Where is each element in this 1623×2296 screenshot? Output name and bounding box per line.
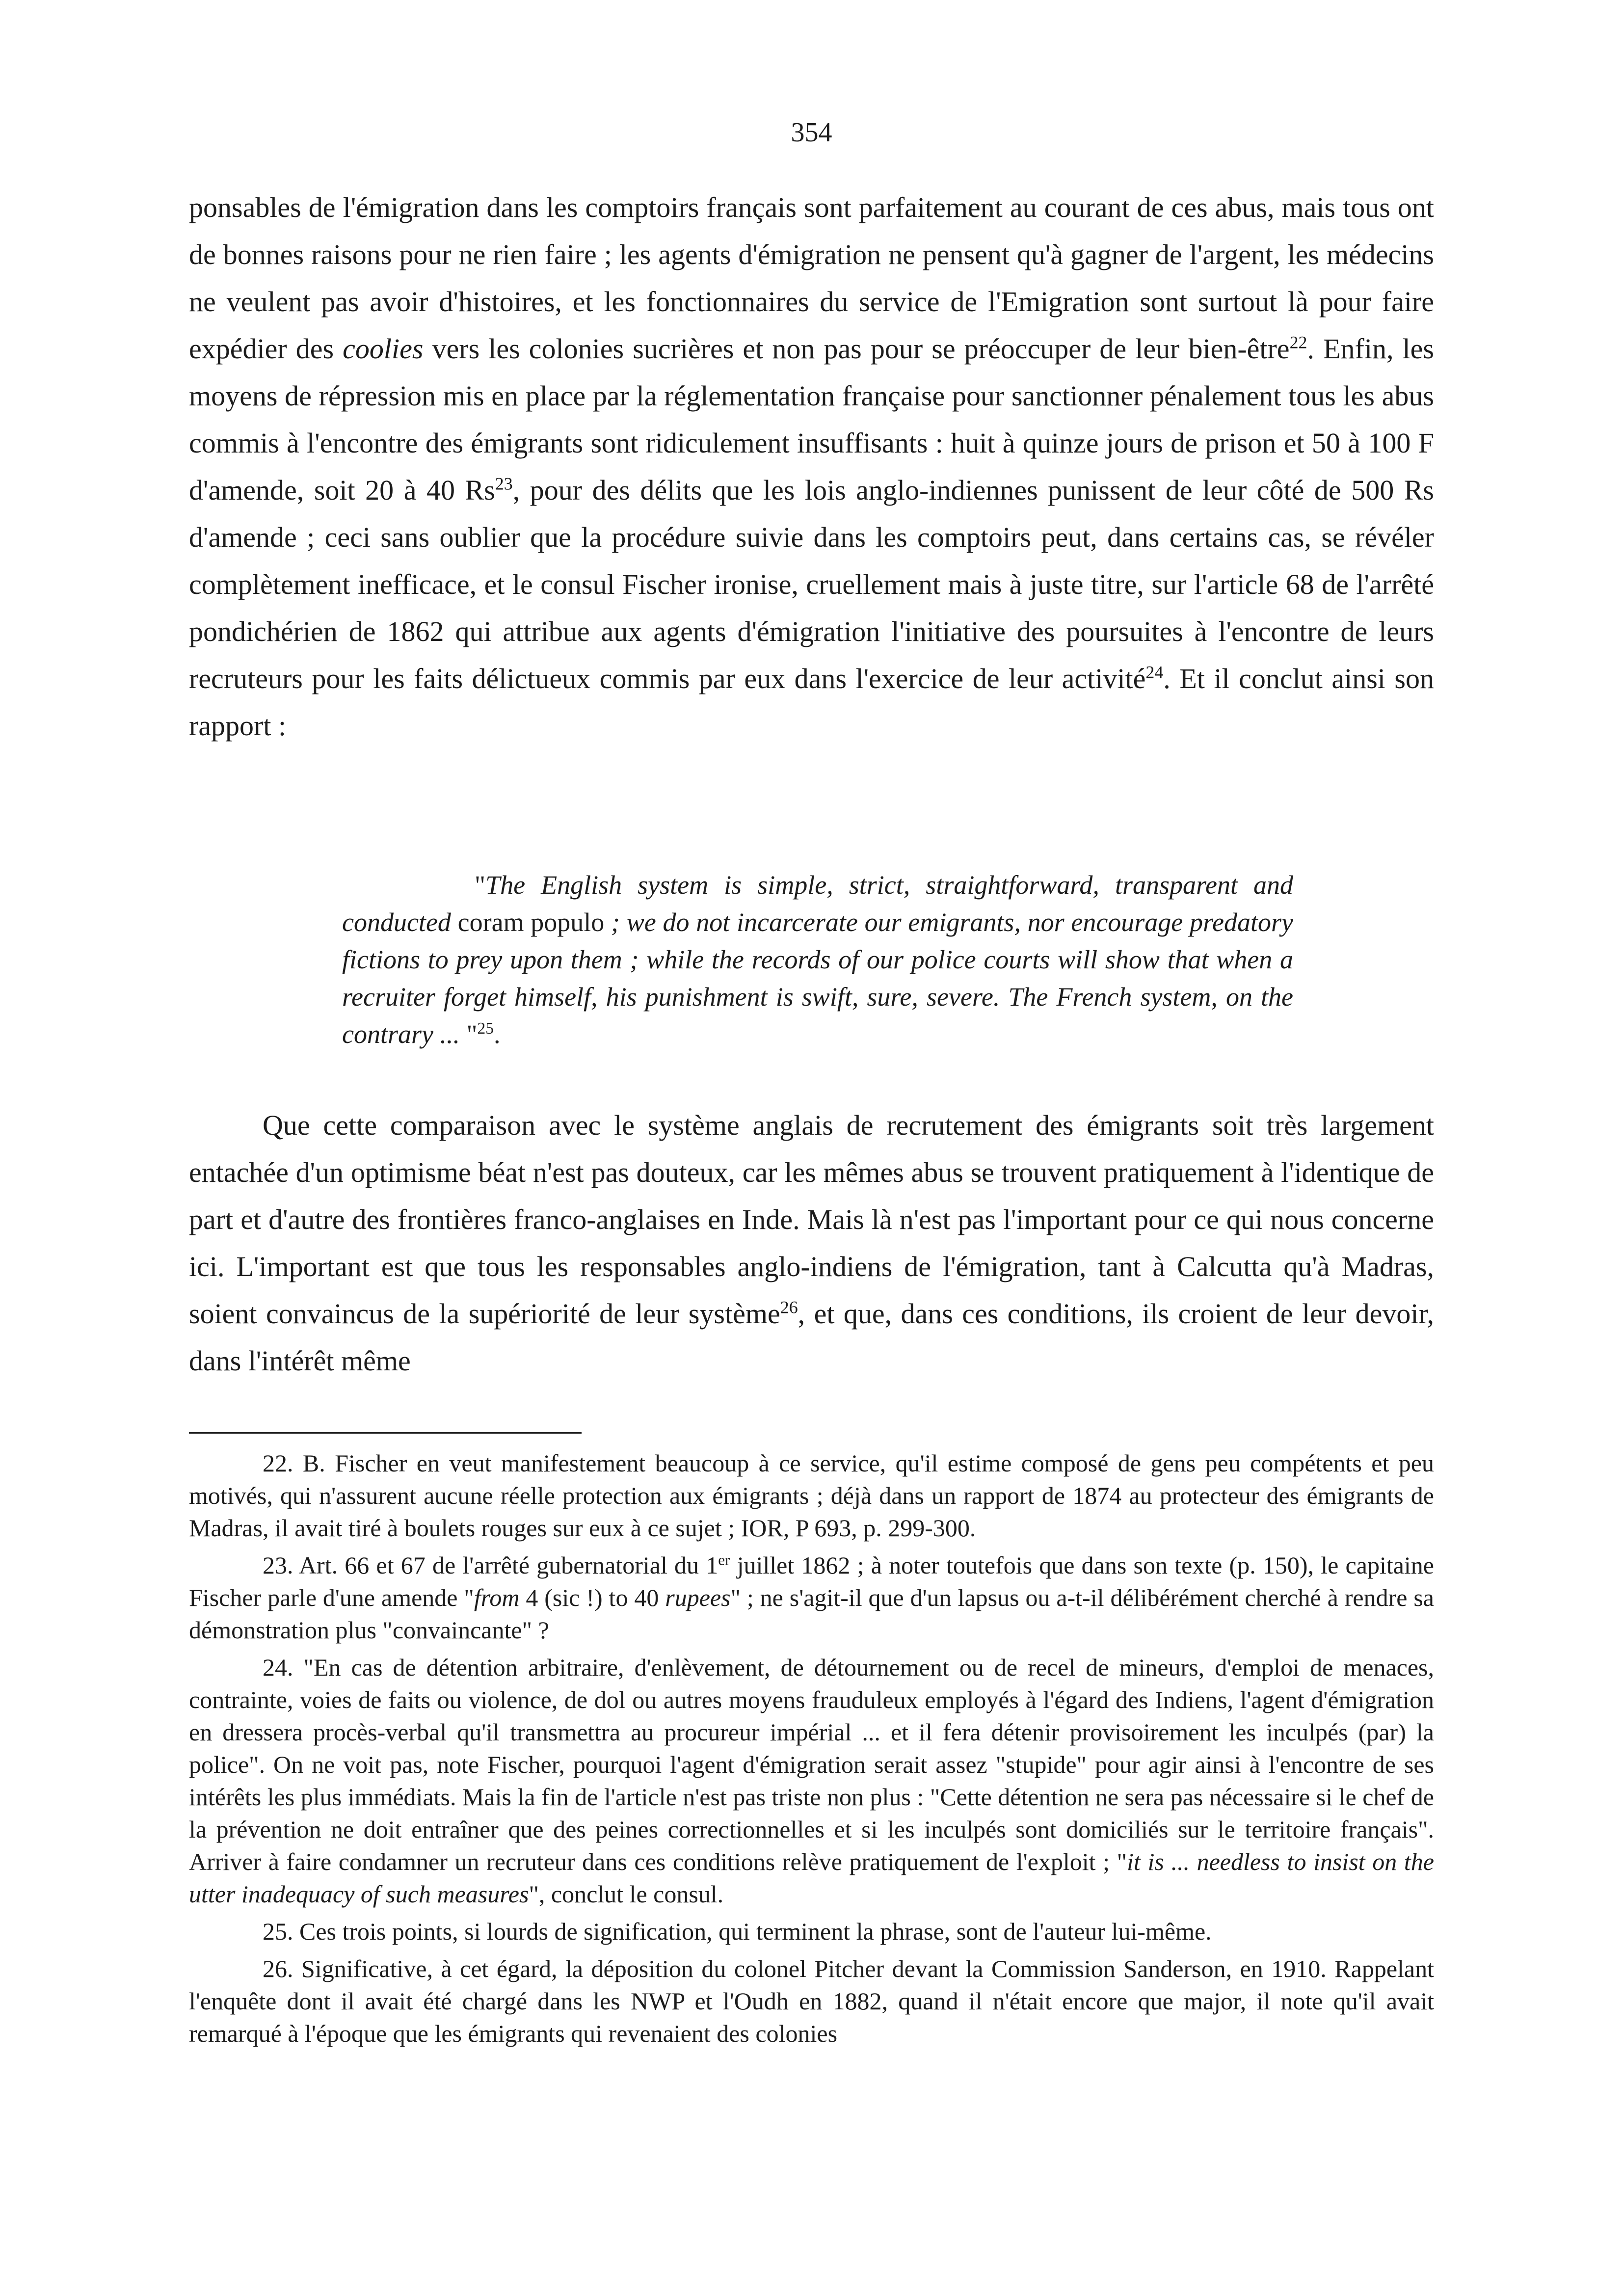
footnote-ref-23[interactable]: 23 [495, 474, 513, 494]
block-quote [342, 866, 1293, 1053]
footnote-separator [189, 1432, 582, 1434]
text-run: juillet 1862 ; à noter toutefois que dans son texte (p. 150), le capitaine Fischer parle d'une amende " [189, 1551, 1435, 1611]
footnote-ref-24[interactable]: 24 [1145, 662, 1164, 682]
text-run: 23. Art. 66 et 67 de l'arrêté gubernatorial du 1 [263, 1551, 718, 1579]
text-run: , et que, dans ces conditions, ils croient de leur devoir, dans l'intérêt même [189, 1298, 1434, 1377]
italic-quote: it is ... needless to insist on the utter inadequacy of such measures [189, 1848, 1434, 1908]
paragraph-text [189, 184, 1434, 749]
italic-term: rupees [665, 1584, 731, 1611]
footnotes [189, 1447, 1434, 2055]
text-run: " ; ne s'agit-il que d'un lapsus ou a-t-il délibérément cherché à rendre sa démonstration plus "convaincante" ? [189, 1584, 1434, 1644]
quote-mark: " [475, 870, 486, 900]
footnote-23 [189, 1549, 1434, 1646]
footnote-ref-22[interactable]: 22 [1289, 332, 1307, 352]
quote-italic: ; we do not incarcerate our emigrants, nor encourage predatory fictions to prey upon them ; while the records of our police courts will show that when a recruiter forget himself, his punishment is swift, sure, severe. The French system, on the contrary ... [342, 908, 1293, 1049]
text-run: , pour des délits que les lois anglo-indiennes punissent de leur côté de 500 Rs d'amende ; ceci sans oublier que la procédure suivie dans les comptoirs peut, dans certains cas, se révéler complètement inefficace, et le consul Fischer ironise, cruellement mais à juste titre, sur l'article 68 de l'arrêté pondichérien de 1862 qui attribue aux agents d'émigration l'initiative des poursuites à l'encontre de leurs recruteurs pour les faits délictueux commis par eux dans l'exercice de leur activité [189, 474, 1434, 694]
text-run: ponsables de l'émigration dans les comptoirs français sont parfaitement au courant de ces abus, mais tous ont de bonnes raisons pour ne rien faire ; les agents d'émigration ne pensent qu'à gagner de l'argent, les médecins ne veulent pas avoir d'histoires, et les fonctionnaires du service de l'Emigration sont surtout là pour faire expédier des [189, 191, 1434, 365]
page-number: 354 [791, 117, 832, 148]
quote-end: . [493, 1019, 501, 1049]
body-paragraph-1 [189, 184, 1434, 749]
superscript: er [718, 1551, 730, 1569]
quote-mark: " [459, 1019, 478, 1049]
text-run: . Enfin, les moyens de répression mis en place par la réglementation française pour sanctionner pénalement tous les abus commis à l'encontre des émigrants sont ridiculement insuffisants : huit à quinze jours de prison et 50 à 100 F d'amende, soit 20 à 40 Rs [189, 333, 1434, 506]
text-run: 4 (sic !) to 40 [519, 1584, 665, 1611]
text-run: vers les colonies sucrières et non pas pour se préoccuper de leur bien-être [423, 333, 1290, 365]
text-run: . Et il conclut ainsi son rapport : [189, 663, 1434, 742]
quote-italic: The English system is simple, strict, straightforward, transparent and conducted [342, 870, 1293, 937]
text-run: ", conclut le consul. [529, 1880, 724, 1908]
italic-term: coolies [343, 333, 424, 365]
footnote-26: 26. Significative, à cet égard, la déposition du colonel Pitcher devant la Commission Sanderson, en 1910. Rappelant l'enquête dont il avait été chargé dans les NWP et l'Oudh en 1882, quand il n'était encore que major, il note qu'il avait remarqué à l'époque que les émigrants qui revenaient des colonies [189, 1955, 1434, 2047]
footnote-22: 22. B. Fischer en veut manifestement beaucoup à ce service, qu'il estime composé de gens peu compétents et peu motivés, qui n'assurent aucune réelle protection aux émigrants ; déjà dans un rapport de 1874 au protecteur des émigrants de Madras, il avait tiré à boulets rouges sur eux à ce sujet ; IOR, P 693, p. 299-300. [189, 1449, 1434, 1542]
footnote-25: 25. Ces trois points, si lourds de signification, qui terminent la phrase, sont de l'auteur lui-même. [263, 1918, 1212, 1945]
footnote-ref-26[interactable]: 26 [780, 1297, 798, 1317]
footnote-24 [189, 1651, 1434, 1910]
footnote-ref-25[interactable]: 25 [477, 1019, 494, 1038]
quote-roman: coram populo [451, 908, 612, 937]
text-run: Que cette comparaison avec le système anglais de recrutement des émigrants soit très largement entachée d'un optimisme béat n'est pas douteux, car les mêmes abus se trouvent pratiquement à l'identique de part et d'autre des frontières franco-anglaises en Inde. Mais là n'est pas l'important pour ce qui nous concerne ici. L'important est que tous les responsables anglo-indiens de l'émigration, tant à Calcutta qu'à Madras, soient convaincus de la supériorité de leur système [189, 1109, 1434, 1330]
text-run: 24. "En cas de détention arbitraire, d'enlèvement, de détournement ou de recel de mineurs, d'emploi de menaces, contrainte, voies de faits ou violence, de dol ou autres moyens frauduleux employés à l'égard des Indiens, l'agent d'émigration en dressera procès-verbal qu'il transmettra au procureur impérial ... et il fera détenir provisoirement les inculpés (par) la police". On ne voit pas, note Fischer, pourquoi l'agent d'émigration serait assez "stupide" pour agir ainsi à l'encontre de ses intérêts les plus immédiats. Mais la fin de l'article n'est pas triste non plus : "Cette détention ne sera pas nécessaire si le chef de la prévention ne doit entraîner que des peines correctionnelles et si les inculpés sont domiciliés sur le territoire français". Arriver à faire condamner un recruteur dans ces conditions relève pratiquement de l'exploit ; " [189, 1654, 1434, 1875]
body-paragraph-2 [189, 1102, 1434, 1385]
italic-term: from [474, 1584, 520, 1611]
